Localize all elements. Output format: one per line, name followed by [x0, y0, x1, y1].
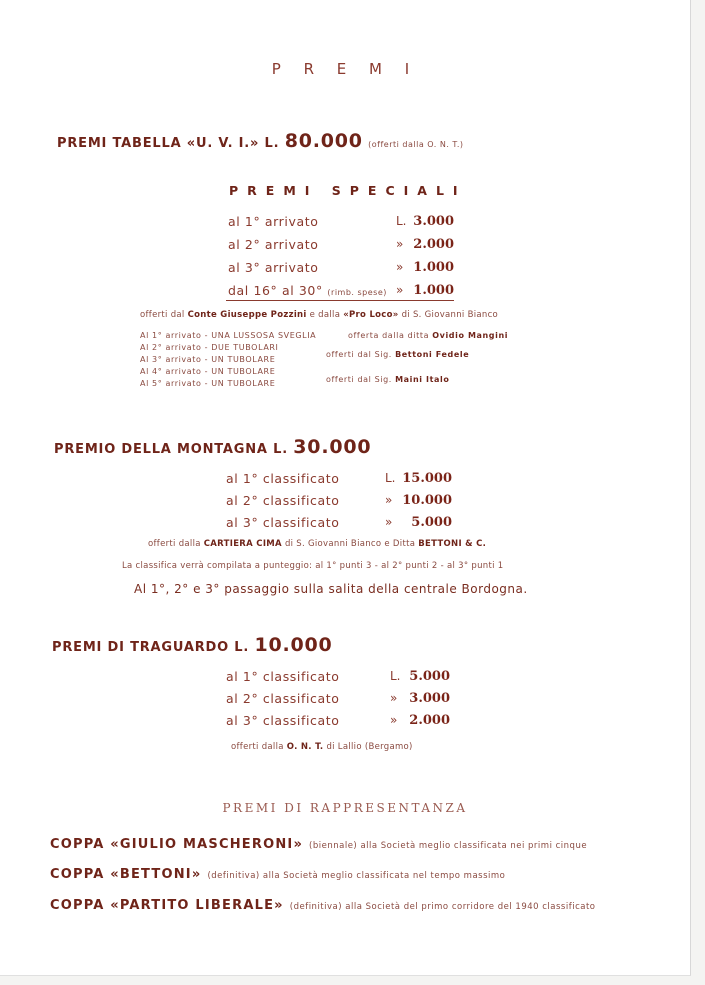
tabella-note: (offerti dalla O. N. T.)	[368, 140, 464, 149]
offerti-text: offerti dal Sig.	[326, 375, 392, 384]
speciali-offerti	[140, 310, 498, 320]
traguardo-label: PREMI DI TRAGUARDO L.	[52, 640, 250, 655]
rappresentanza-heading: PREMI DI RAPPRESENTANZA	[222, 801, 468, 815]
traguardo-row-currency: »	[390, 713, 398, 727]
montagna-amount: 30.000	[293, 436, 372, 458]
offerti-name: «Pro Loco»	[343, 310, 399, 320]
offerti-text: offerta dalla ditta	[348, 331, 430, 340]
tabella-heading	[57, 130, 464, 152]
offerti-name: O. N. T.	[286, 742, 324, 752]
coppa-item	[50, 898, 596, 913]
coppa-desc: (definitiva) alla Società meglio classificata nel tempo massimo	[207, 871, 506, 881]
traguardo-row-amount: 3.000	[409, 691, 450, 706]
arrivo-item: Al 4° arrivato - UN TUBOLARE	[140, 367, 276, 376]
speciali-row-amount: 2.000	[413, 237, 454, 252]
speciali-underline	[226, 300, 454, 301]
coppa-item	[50, 837, 587, 852]
offerti-name: Ovidio Mangini	[432, 331, 509, 340]
montagna-passaggio: Al 1°, 2° e 3° passaggio sulla salita della centrale Bordogna.	[134, 582, 528, 596]
traguardo-row-label: al 2° classificato	[226, 691, 340, 706]
offerti-text: e dalla	[309, 310, 341, 320]
montagna-row-currency: »	[385, 515, 393, 529]
traguardo-row-amount: 5.000	[409, 669, 450, 684]
montagna-row-amount: 5.000	[411, 515, 452, 530]
arrivo-item: Al 3° arrivato - UN TUBOLARE	[140, 355, 276, 364]
montagna-row-label: al 1° classificato	[226, 471, 340, 486]
speciali-row-amount: 1.000	[413, 283, 454, 298]
speciali-heading: PREMI SPECIALI	[229, 183, 467, 198]
offerti-name: BETTONI & C.	[418, 539, 487, 549]
tabella-label: PREMI TABELLA «U. V. I.» L.	[57, 136, 280, 151]
coppa-name: COPPA «PARTITO LIBERALE»	[50, 898, 284, 913]
offerti-text: offerti dalla	[148, 539, 201, 549]
montagna-row-amount: 15.000	[402, 471, 452, 486]
montagna-row-amount: 10.000	[402, 493, 452, 508]
traguardo-row-amount: 2.000	[409, 713, 450, 728]
offerti-text: offerti dalla	[231, 742, 284, 752]
coppa-desc: (biennale) alla Società meglio classificata nei primi cinque	[309, 841, 588, 851]
montagna-classifica: La classifica verrà compilata a punteggio: al 1° punti 3 - al 2° punti 2 - al 3° punti 1	[122, 561, 504, 571]
offerti-text: di S. Giovanni Bianco e Ditta	[284, 539, 416, 549]
offerti-text: di S. Giovanni Bianco	[401, 310, 499, 320]
offerti-text: offerti dal	[140, 310, 185, 320]
offerti-name: Bettoni Fedele	[395, 350, 470, 359]
speciali-row-currency: »	[396, 260, 404, 274]
tabella-amount: 80.000	[284, 130, 363, 152]
speciali-row-label: al 2° arrivato	[228, 237, 319, 252]
traguardo-row-currency: »	[390, 691, 398, 705]
coppa-item	[50, 867, 505, 882]
montagna-offerti	[148, 539, 486, 549]
fedele-donor	[326, 349, 469, 361]
offerti-name: Conte Giuseppe Pozzini	[187, 310, 307, 320]
page-title: P R E M I	[271, 60, 419, 78]
arrivo-item: Al 5° arrivato - UN TUBOLARE	[140, 379, 276, 388]
speciali-row-range: dal 16° al 30°	[228, 283, 323, 298]
speciali-row-currency: L.	[396, 214, 407, 228]
coppa-desc: (definitiva) alla Società del primo corridore del 1940 classificato	[289, 902, 596, 912]
sveglia-donor	[348, 330, 508, 342]
traguardo-offerti	[231, 742, 413, 752]
offerti-text: offerti dal Sig.	[326, 350, 392, 359]
montagna-row-currency: L.	[385, 471, 396, 485]
speciali-row-label	[228, 283, 387, 298]
traguardo-amount: 10.000	[254, 634, 333, 656]
speciali-row-label: al 1° arrivato	[228, 214, 319, 229]
maini-donor	[326, 374, 449, 386]
arrivi-list	[140, 330, 316, 390]
montagna-row-label: al 2° classificato	[226, 493, 340, 508]
traguardo-row-label: al 1° classificato	[226, 669, 340, 684]
traguardo-heading	[52, 634, 333, 656]
montagna-heading	[54, 436, 371, 458]
offerti-text: di Lallio (Bergamo)	[326, 742, 413, 752]
speciali-row-sub: (rimb. spese)	[327, 288, 387, 297]
offerti-name: Maini Italo	[395, 375, 450, 384]
montagna-row-currency: »	[385, 493, 393, 507]
traguardo-row-label: al 3° classificato	[226, 713, 340, 728]
coppa-name: COPPA «GIULIO MASCHERONI»	[50, 837, 304, 852]
offerti-name: CARTIERA CIMA	[203, 539, 282, 549]
traguardo-row-currency: L.	[390, 669, 401, 683]
speciali-row-amount: 1.000	[413, 260, 454, 275]
arrivo-item: Al 1° arrivato - UNA LUSSOSA SVEGLIA	[140, 331, 317, 340]
arrivo-item: Al 2° arrivato - DUE TUBOLARI	[140, 343, 279, 352]
montagna-label: PREMIO DELLA MONTAGNA L.	[54, 442, 288, 457]
montagna-row-label: al 3° classificato	[226, 515, 340, 530]
speciali-row-currency: »	[396, 283, 404, 297]
speciali-row-currency: »	[396, 237, 404, 251]
speciali-row-label: al 3° arrivato	[228, 260, 319, 275]
speciali-row-amount: 3.000	[413, 214, 454, 229]
coppa-name: COPPA «BETTONI»	[50, 867, 202, 882]
